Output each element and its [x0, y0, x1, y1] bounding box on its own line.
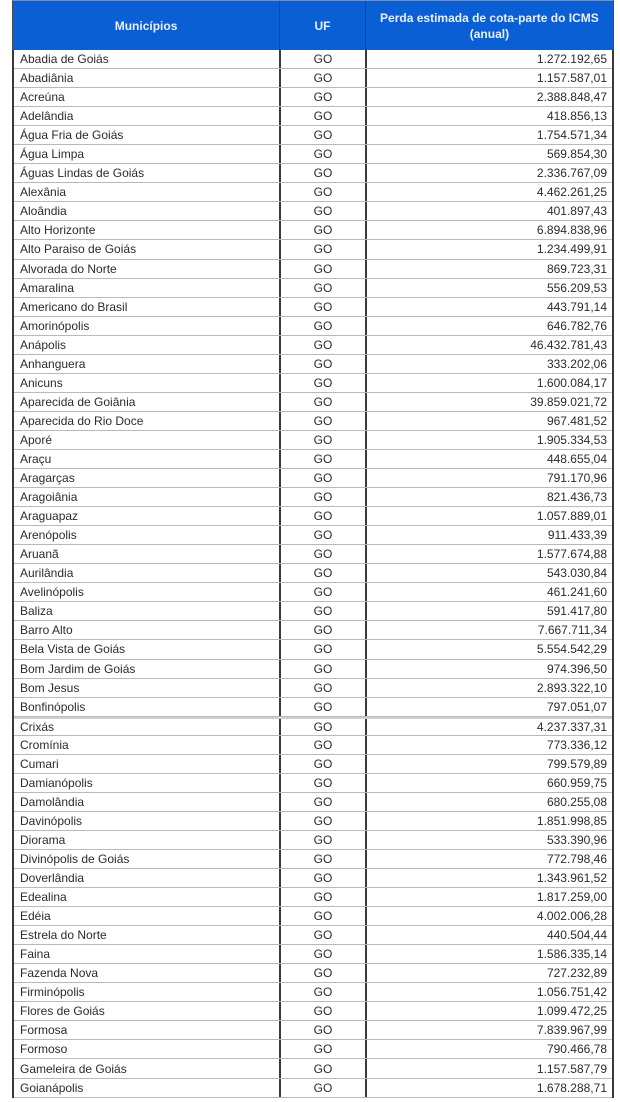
cell-perda: 797.051,07: [546, 699, 607, 714]
cell-municipio: Amaralina: [14, 279, 281, 297]
cell-perda: 7.667.711,34: [537, 623, 607, 638]
cell-perda: 821.436,73: [546, 490, 607, 505]
cell-municipio: Goianápolis: [14, 1079, 281, 1097]
cell-uf: GO: [281, 469, 367, 487]
cell-municipio: Davinópolis: [14, 812, 281, 830]
cell-municipio: Formosa: [14, 1021, 281, 1039]
cell-municipio: Damolândia: [14, 793, 281, 811]
table-row: [14, 164, 612, 183]
cell-perda: 967.481,52: [546, 413, 607, 428]
cell-uf: GO: [281, 774, 367, 792]
table-row: [14, 869, 612, 888]
cell-uf: GO: [281, 88, 367, 106]
table-body: [12, 50, 614, 1098]
cell-perda: 1.272.192,65: [536, 52, 607, 67]
table-row: [14, 583, 612, 602]
cell-municipio: Barro Alto: [14, 621, 281, 639]
cell-uf: GO: [281, 298, 367, 316]
cell-perda: 401.897,43: [546, 204, 607, 219]
cell-uf: GO: [281, 317, 367, 335]
cell-perda: 2.893.322,10: [536, 680, 607, 695]
cell-uf: GO: [281, 412, 367, 430]
table-row: [14, 736, 612, 755]
table-row: [14, 412, 612, 431]
table-row: [14, 317, 612, 336]
table-row: [14, 260, 612, 279]
cell-uf: GO: [281, 964, 367, 982]
cell-municipio: Formoso: [14, 1040, 281, 1058]
cell-municipio: Anicuns: [14, 374, 281, 392]
cell-municipio: Crixás: [14, 719, 281, 735]
cell-municipio: Faina: [14, 945, 281, 963]
cell-perda: 7.839.967,99: [536, 1023, 607, 1038]
table-row: [14, 1079, 612, 1098]
cell-municipio: Cumari: [14, 755, 281, 773]
icms-loss-table: [12, 0, 614, 1098]
table-row: [14, 393, 612, 412]
table-row: [14, 69, 612, 88]
cell-uf: GO: [281, 888, 367, 906]
cell-municipio: Alexânia: [14, 183, 281, 201]
cell-uf: GO: [281, 126, 367, 144]
cell-uf: GO: [281, 1021, 367, 1039]
cell-perda: 791.170,96: [546, 471, 607, 486]
table-row: [14, 355, 612, 374]
header-perda-icms: Perda estimada de cota-parte do ICMS (anual): [380, 10, 599, 41]
cell-uf: GO: [281, 583, 367, 601]
table-row: [14, 431, 612, 450]
cell-uf: GO: [281, 793, 367, 811]
cell-uf: GO: [281, 755, 367, 773]
cell-uf: GO: [281, 564, 367, 582]
cell-uf: GO: [281, 812, 367, 830]
cell-perda: 1.234.499,91: [536, 242, 607, 257]
cell-uf: GO: [281, 736, 367, 754]
table-row: [14, 450, 612, 469]
cell-uf: GO: [281, 869, 367, 887]
cell-uf: GO: [281, 488, 367, 506]
cell-municipio: Anhanguera: [14, 355, 281, 373]
cell-municipio: Anápolis: [14, 336, 281, 354]
cell-municipio: Aporé: [14, 431, 281, 449]
cell-uf: GO: [281, 545, 367, 563]
table-row: [14, 1059, 612, 1078]
cell-perda: 1.157.587,01: [536, 71, 607, 86]
cell-municipio: Águas Lindas de Goiás: [14, 164, 281, 182]
cell-perda: 1.754.571,34: [536, 128, 607, 143]
table-row: [14, 374, 612, 393]
cell-uf: GO: [281, 50, 367, 68]
cell-municipio: Baliza: [14, 602, 281, 620]
cell-municipio: Gameleira de Goiás: [14, 1059, 281, 1077]
table-row: [14, 564, 612, 583]
table-row: [14, 545, 612, 564]
cell-perda: 646.782,76: [546, 318, 607, 333]
cell-perda: 911.433,39: [547, 528, 607, 543]
cell-perda: 1.600.084,17: [536, 375, 607, 390]
cell-municipio: Americano do Brasil: [14, 298, 281, 316]
table-row: [14, 602, 612, 621]
table-row: [14, 88, 612, 107]
cell-municipio: Aragarças: [14, 469, 281, 487]
table-row: [14, 126, 612, 145]
cell-perda: 443.791,14: [546, 299, 607, 314]
table-row: [14, 945, 612, 964]
cell-perda: 448.655,04: [546, 452, 607, 466]
cell-uf: GO: [281, 831, 367, 849]
table-row: [14, 107, 612, 126]
table-row: [14, 240, 612, 259]
cell-uf: GO: [281, 260, 367, 278]
cell-uf: GO: [281, 602, 367, 620]
cell-municipio: Firminópolis: [14, 983, 281, 1001]
cell-perda: 4.002.006,28: [536, 909, 607, 924]
cell-perda: 333.202,06: [546, 356, 607, 371]
table-row: [14, 850, 612, 869]
table-row: [14, 660, 612, 679]
table-row: [14, 621, 612, 640]
cell-municipio: Aragoiânia: [14, 488, 281, 506]
cell-perda: 1.057.889,01: [536, 509, 607, 524]
header-uf: UF: [280, 1, 366, 50]
cell-municipio: Bom Jesus: [14, 679, 281, 697]
cell-municipio: Araguapaz: [14, 507, 281, 525]
cell-perda: 1.678.288,71: [536, 1080, 607, 1095]
table-row: [14, 698, 612, 717]
cell-perda: 46.432.781,43: [530, 337, 607, 352]
table-row: [14, 183, 612, 202]
cell-municipio: Bela Vista de Goiás: [14, 640, 281, 658]
cell-perda: 1.905.334,53: [536, 432, 607, 447]
cell-municipio: Aloândia: [14, 202, 281, 220]
cell-municipio: Aurilândia: [14, 564, 281, 582]
cell-uf: GO: [281, 1079, 367, 1097]
cell-municipio: Fazenda Nova: [14, 964, 281, 982]
table-row: [14, 907, 612, 926]
cell-municipio: Bonfinópolis: [14, 698, 281, 716]
cell-perda: 1.099.472,25: [536, 1004, 607, 1019]
cell-perda: 39.859.021,72: [530, 394, 607, 409]
cell-uf: GO: [281, 374, 367, 392]
cell-perda: 799.579,89: [546, 756, 607, 771]
cell-perda: 1.851.998,85: [536, 813, 607, 828]
cell-municipio: Abadiânia: [14, 69, 281, 87]
cell-perda: 727.232,89: [546, 966, 607, 981]
cell-perda: 974.396,50: [546, 661, 607, 676]
cell-uf: GO: [281, 1040, 367, 1058]
cell-municipio: Abadia de Goiás: [14, 50, 281, 68]
table-header: [12, 0, 614, 50]
cell-municipio: Amorinópolis: [14, 317, 281, 335]
cell-municipio: Alto Paraiso de Goiás: [14, 240, 281, 258]
table-row: [14, 1002, 612, 1021]
cell-perda: 680.255,08: [546, 794, 607, 809]
cell-perda: 773.336,12: [546, 737, 607, 752]
cell-perda: 591.417,80: [546, 604, 607, 619]
cell-uf: GO: [281, 164, 367, 182]
cell-uf: GO: [281, 107, 367, 125]
cell-perda: 543.030,84: [546, 566, 607, 581]
cell-uf: GO: [281, 183, 367, 201]
cell-municipio: Alto Horizonte: [14, 221, 281, 239]
table-row: [14, 1040, 612, 1059]
cell-municipio: Bom Jardim de Goiás: [14, 660, 281, 678]
cell-perda: 533.390,96: [546, 832, 607, 847]
cell-municipio: Araçu: [14, 450, 281, 468]
table-row: [14, 888, 612, 907]
table-row: [14, 336, 612, 355]
table-row: [14, 488, 612, 507]
cell-perda: 5.554.542,29: [536, 642, 607, 657]
cell-uf: GO: [281, 679, 367, 697]
cell-perda: 1.157.587,79: [536, 1061, 607, 1076]
table-row: [14, 526, 612, 545]
cell-perda: 2.388.848,47: [536, 90, 607, 105]
cell-uf: GO: [281, 945, 367, 963]
table-row: [14, 298, 612, 317]
cell-perda: 4.237.337,31: [536, 719, 607, 734]
cell-uf: GO: [281, 983, 367, 1001]
cell-municipio: Edealina: [14, 888, 281, 906]
cell-perda: 569.854,30: [546, 147, 607, 162]
cell-uf: GO: [281, 221, 367, 239]
cell-uf: GO: [281, 1059, 367, 1077]
cell-perda: 869.723,31: [546, 261, 607, 276]
table-row: [14, 145, 612, 164]
table-row: [14, 202, 612, 221]
header-municipios: Municípios: [13, 1, 280, 50]
table-row: [14, 717, 612, 736]
table-row: [14, 774, 612, 793]
cell-uf: GO: [281, 660, 367, 678]
cell-uf: GO: [281, 850, 367, 868]
cell-perda: 1.577.674,88: [536, 547, 607, 562]
cell-uf: GO: [281, 393, 367, 411]
cell-municipio: Estrela do Norte: [14, 926, 281, 944]
cell-perda: 1.586.335,14: [536, 947, 607, 962]
cell-uf: GO: [281, 240, 367, 258]
cell-municipio: Edéia: [14, 907, 281, 925]
cell-uf: GO: [281, 355, 367, 373]
cell-municipio: Aruanã: [14, 545, 281, 563]
cell-municipio: Água Fria de Goiás: [14, 126, 281, 144]
cell-municipio: Diorama: [14, 831, 281, 849]
table-row: [14, 755, 612, 774]
table-row: [14, 983, 612, 1002]
cell-uf: GO: [281, 202, 367, 220]
cell-perda: 556.209,53: [546, 280, 607, 295]
cell-municipio: Doverlândia: [14, 869, 281, 887]
table-row: [14, 279, 612, 298]
cell-uf: GO: [281, 450, 367, 468]
table-row: [14, 640, 612, 659]
cell-uf: GO: [281, 926, 367, 944]
cell-perda: 1.817.259,00: [536, 890, 607, 905]
cell-uf: GO: [281, 507, 367, 525]
cell-perda: 4.462.261,25: [536, 185, 607, 200]
cell-perda: 790.466,78: [546, 1042, 607, 1057]
cell-municipio: Aparecida de Goiânia: [14, 393, 281, 411]
cell-uf: GO: [281, 907, 367, 925]
table-row: [14, 926, 612, 945]
cell-uf: GO: [281, 431, 367, 449]
table-row: [14, 964, 612, 983]
cell-uf: GO: [281, 279, 367, 297]
cell-uf: GO: [281, 621, 367, 639]
cell-perda: 660.959,75: [546, 775, 607, 790]
cell-perda: 418.856,13: [546, 109, 607, 124]
cell-perda: 440.504,44: [546, 928, 607, 943]
cell-municipio: Avelinópolis: [14, 583, 281, 601]
table-row: [14, 831, 612, 850]
cell-uf: GO: [281, 145, 367, 163]
cell-perda: 1.343.961,52: [536, 871, 607, 886]
table-row: [14, 1021, 612, 1040]
cell-perda: 6.894.838,96: [536, 223, 607, 238]
cell-municipio: Divinópolis de Goiás: [14, 850, 281, 868]
cell-uf: GO: [281, 336, 367, 354]
cell-uf: GO: [281, 526, 367, 544]
cell-municipio: Cromínia: [14, 736, 281, 754]
table-row: [14, 507, 612, 526]
cell-perda: 1.056.751,42: [536, 985, 607, 1000]
cell-municipio: Damianópolis: [14, 774, 281, 792]
table-row: [14, 812, 612, 831]
cell-perda: 2.336.767,09: [536, 166, 607, 181]
cell-perda: 461.241,60: [546, 585, 607, 600]
table-row: [14, 50, 612, 69]
cell-municipio: Acreúna: [14, 88, 281, 106]
table-row: [14, 469, 612, 488]
cell-municipio: Adelândia: [14, 107, 281, 125]
cell-municipio: Flores de Goiás: [14, 1002, 281, 1020]
cell-uf: GO: [281, 640, 367, 658]
cell-municipio: Aparecida do Rio Doce: [14, 412, 281, 430]
cell-uf: GO: [281, 698, 367, 716]
cell-municipio: Alvorada do Norte: [14, 260, 281, 278]
cell-municipio: Água Limpa: [14, 145, 281, 163]
table-row: [14, 793, 612, 812]
cell-municipio: Arenópolis: [14, 526, 281, 544]
cell-uf: GO: [281, 69, 367, 87]
table-row: [14, 221, 612, 240]
cell-uf: GO: [281, 719, 367, 735]
cell-perda: 772.798,46: [546, 851, 607, 866]
table-row: [14, 679, 612, 698]
cell-uf: GO: [281, 1002, 367, 1020]
